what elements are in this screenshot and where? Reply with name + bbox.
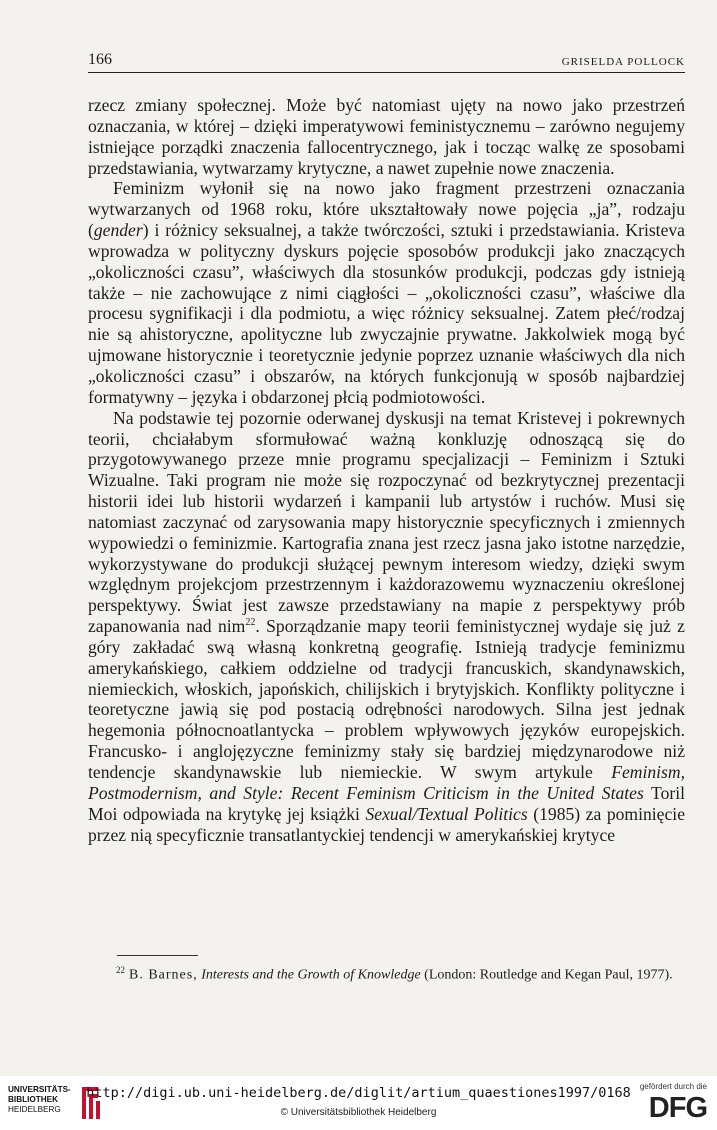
paragraph-2-text-a: Feminizm wyłonił się na nowo jako fragment przestrzeni oznaczania wytwarzanych od 1968 roku, które ukształtowały nowe pojęcia „ja”, rodzaju ( (88, 178, 685, 241)
paragraph-1-text: rzecz zmiany społecznej. Może być natomiast ujęty na nowo jako przestrzeń oznaczania, w której – dzięki imperatywowi feministycznemu – zarówno negujemy istniejące porządki znaczenia fallocentrycznego, jak i tocząc walkę ze sposobami przedstawiania, wytwarzamy krytyczne, a nawet zupełnie nowe znaczenia. (88, 95, 685, 178)
library-name-line-2: BIBLIOTHEK (8, 1095, 59, 1104)
library-name-line-3: HEIDELBERG (8, 1105, 61, 1114)
library-name-line-1: UNIVERSITÄTS- (8, 1085, 71, 1094)
footer-bar (0, 1076, 717, 1130)
paragraph-3-text-d: (1985) za pominięcie przez nią specyficznie transatlantyckiej tendencji w amerykańskiej krytyce (88, 803, 686, 845)
paragraph-3-text-b: . Sporządzanie mapy teorii feministycznej wydaje się już z góry zakładać swą własną konkretną geografię. Istnieją tradycje feminizmu amerykańskiego, całkiem oddzielne od tradycji francuskich, skandynawskich, niemieckich, włoskich, japońskich, chilijskich i brytyjskich. Konflikty polityczne i teoretyczne jawią się pod postacią odrębności narodowych. Silna jest jednak hegemonia północnoatlantycka – problem wpływowych języków europejskich. Francusko- i anglojęzyczne feminizmy stały się bardziej międzynarodowe niż tendencje skandynawskie lub niemieckie. W swym artykule (88, 616, 685, 782)
funding-caption: gefördert durch die (639, 1082, 707, 1091)
dfg-wordmark: DFG (648, 1092, 707, 1124)
paragraph-2-text-b: ) i różnicy seksualnej, a także twórczości, sztuki i przedstawiania. Kristeva wprowadza w polityczny dyskurs pojęcie sposobów produkcji jako znaczących „okoliczności czasu”, właściwych dla stosunków produkcji, podczas gdy istnieją także – nie zachowujące z nimi ciągłości – „okoliczności czasu”, właściwe dla procesu sygnifikacji i dla podmiotu, a więc różnicy seksualnej. Zatem płeć/rodzaj nie są ahistoryczne, apolityczne lub zwyczajnie prywatne. Jakkolwiek mogą być ujmowane historycznie i teoretycznie jedynie poprzez uznanie właściwych dla nich „okoliczności czasu” i obszarów, na których funkcjonują w sposób najbardziej formatywny – języka i obdarzonej płcią podmiotowości. (88, 220, 685, 407)
paragraph-1 (88, 95, 685, 178)
paragraph-3-text-a: Na podstawie tej pozornie oderwanej dyskusji na temat Kristevej i pokrewnych teorii, chciałabym sformułować ważną konkluzję odnoszącą się do przygotowywanego przeze mnie programu specjalizacji – Feminizm i Sztuki Wizualne. Taki program nie może się rozpoczynać od bezkrytycznej prezentacji historii idei lub historii wydarzeń i kampanii lub artystów i ruchów. Musi się natomiast zaczynać od zarysowania mapy historycznie specyficznych i zmiennych wypowiedzi o feminizmie. Kartografia znana jest rzecz jasna jako istotne narzędzie, wykorzystywane do produkcji służącej pewnym interesom wiedzy, dzięki swym względnym projekcjom przestrzennym i każdorazowemu wyznaczeniu określonej perspektywy. Świat jest zawsze przedstawiany na mapie z perspektywy prób zapanowania nad nim (88, 407, 685, 637)
paragraph-3-text-c: Toril Moi odpowiada na krytykę jej książki (88, 782, 685, 824)
footnote-reference[interactable]: 22 (245, 617, 256, 629)
footnote (88, 961, 685, 985)
footnote-author: B. Barnes, (129, 967, 198, 983)
running-head: GRISELDA POLLOCK (561, 56, 685, 68)
footnote-divider (117, 955, 198, 956)
body-text (88, 95, 685, 845)
footnote-publication: (London: Routledge and Kegan Paul, 1977). (420, 967, 673, 983)
book-title: Sexual/Textual Politics (365, 803, 528, 824)
copyright-notice: © Universitätsbibliothek Heidelberg (280, 1107, 437, 1118)
footnote-number: 22 (116, 965, 125, 975)
page-header (88, 50, 685, 73)
page-number: 166 (88, 51, 112, 68)
footnote-title: Interests and the Growth of Knowledge (201, 967, 421, 983)
gender-term: gender (93, 220, 143, 241)
paragraph-2 (88, 178, 685, 407)
paragraph-3 (88, 408, 685, 846)
article-title: Feminism, Postmodernism, and Style: Recent Feminism Criticism in the United States (88, 762, 685, 803)
dfg-funding-logo[interactable] (623, 1080, 707, 1126)
permalink-url[interactable]: http://digi.ub.uni-heidelberg.de/diglit/artium_quaestiones1997/0168 (86, 1085, 631, 1101)
